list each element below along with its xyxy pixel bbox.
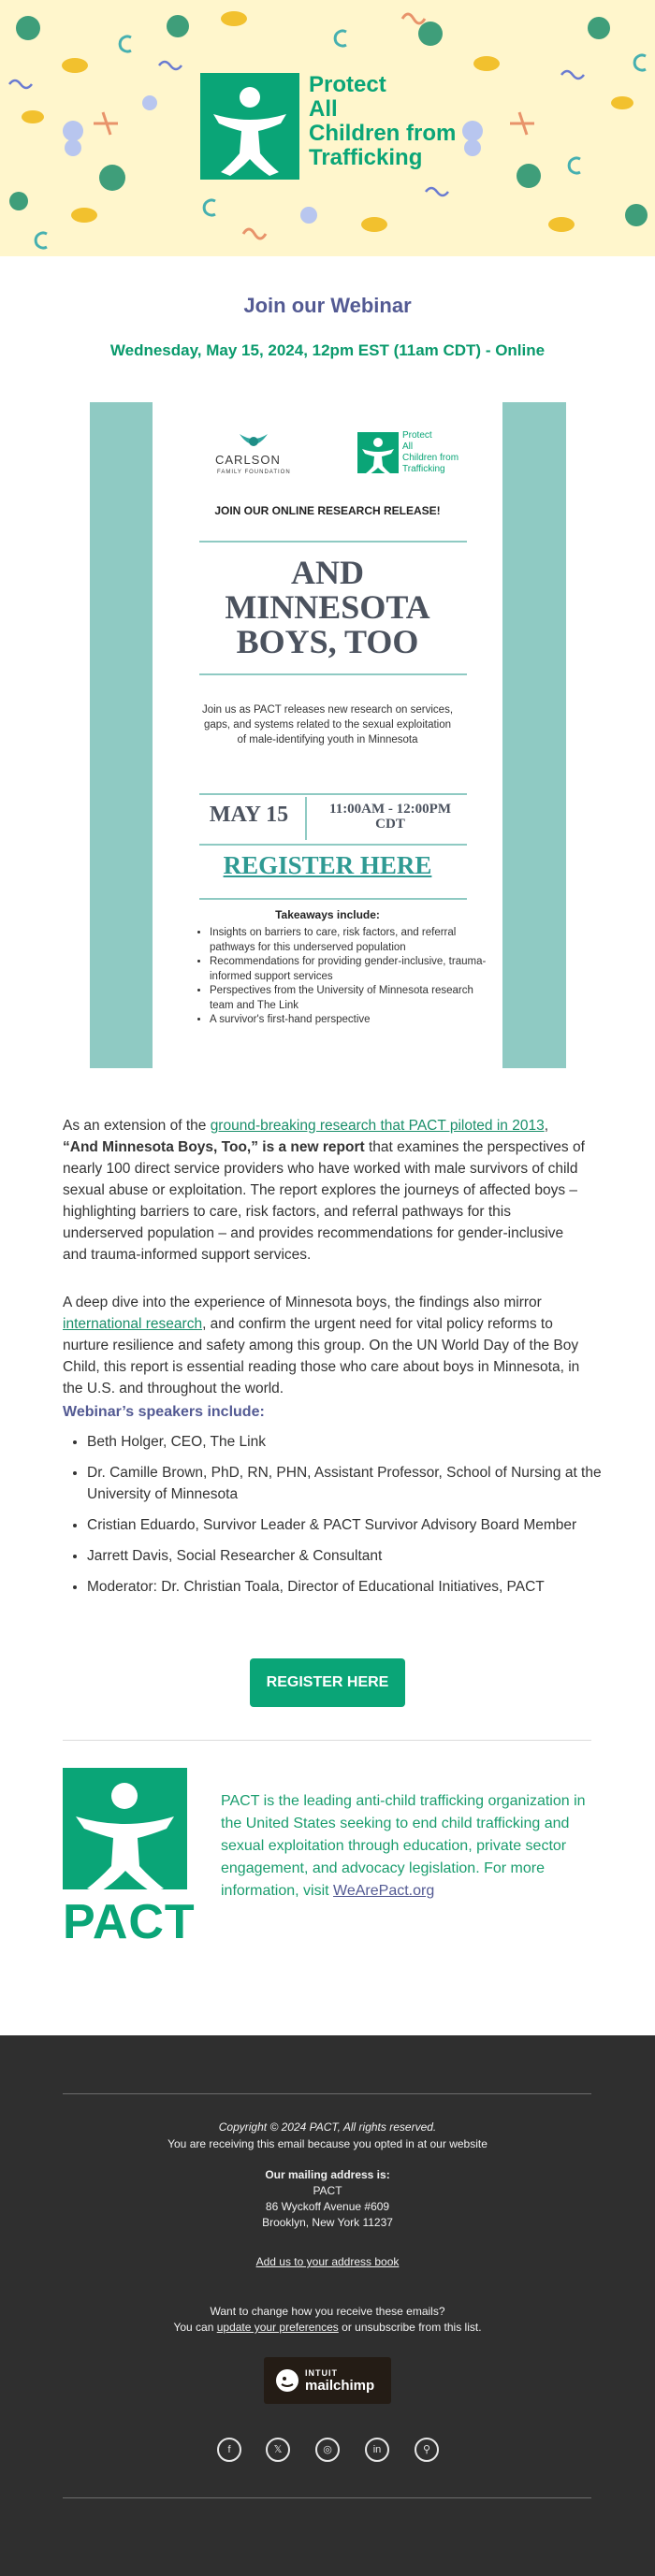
logo-line: All bbox=[402, 441, 414, 452]
change-question: Want to change how you receive these emails? bbox=[210, 2305, 445, 2318]
update-preferences-link[interactable]: update your preferences bbox=[216, 2321, 339, 2334]
list-item: • Cristian Eduardo, Survivor Leader & PACT Survivor Advisory Board Member bbox=[87, 1514, 620, 1536]
flyer-pact-logo bbox=[357, 432, 399, 473]
time-line: CDT bbox=[375, 817, 405, 832]
list-item: • Dr. Camille Brown, PhD, RN, PHN, Assistant Professor, School of Nursing at the University of Minnesota bbox=[87, 1462, 620, 1505]
carlson-name: CARLSON bbox=[215, 453, 281, 467]
logo-line: Children from bbox=[402, 453, 459, 463]
takeaways-list bbox=[193, 926, 490, 1028]
webinar-title: Join our Webinar bbox=[243, 294, 412, 317]
flyer-date: MAY 15 bbox=[209, 803, 289, 827]
text: or unsubscribe from this list. bbox=[338, 2321, 482, 2334]
pact-logo bbox=[63, 1768, 187, 1889]
about-pact-text bbox=[221, 1790, 591, 1903]
preferences-row bbox=[0, 2320, 655, 2335]
child-figure-icon bbox=[200, 73, 299, 180]
text: As an extension of the bbox=[63, 1118, 211, 1134]
logo-line: Protect bbox=[402, 430, 432, 441]
linkedin-icon[interactable]: in bbox=[365, 2438, 389, 2462]
list-item: • Moderator: Dr. Christian Toala, Director of Educational Initiatives, PACT bbox=[87, 1576, 620, 1598]
text: PACT is the leading anti-child trafficking organization in the United States seeking to end child trafficking and sexual exploitation through education, private sector engagement, and advocacy legislation. For more information, visit bbox=[221, 1793, 586, 1899]
logo-line: Protect bbox=[309, 72, 386, 97]
takeaways-title: Takeaways include: bbox=[275, 908, 380, 921]
headline-line: AND bbox=[291, 554, 364, 591]
flyer-kicker: JOIN OUR ONLINE RESEARCH RELEASE! bbox=[214, 504, 441, 517]
list-item: • Beth Holger, CEO, The Link bbox=[87, 1431, 620, 1453]
facebook-icon[interactable]: f bbox=[217, 2438, 241, 2462]
pact-wordmark: PACT bbox=[63, 1895, 196, 1949]
pact-logo-mark bbox=[200, 73, 299, 180]
footer-rule bbox=[63, 2093, 591, 2094]
address-book-row bbox=[0, 2254, 655, 2269]
text: You can bbox=[173, 2321, 217, 2334]
mailchimp-badge[interactable] bbox=[264, 2357, 391, 2404]
opt-in-reason: You are receiving this email because you opted in at our website bbox=[167, 2137, 488, 2150]
badge-mailchimp: mailchimp bbox=[305, 2378, 375, 2394]
flyer-divider bbox=[305, 797, 307, 840]
headline-line: MINNESOTA bbox=[225, 588, 430, 626]
flyer-register-link[interactable]: REGISTER HERE bbox=[223, 851, 432, 879]
text: that examines the perspectives of nearly 100 direct service providers who have worked with male survivors of child sexual abuse or exploitation. The report explores the journeys of affected boys – highlighting barriers to care, risk factors, and referral pathways for this underserved population – and provides recommendations for gender-inclusive and trauma-informed support services. bbox=[63, 1139, 585, 1263]
second-paragraph bbox=[63, 1292, 591, 1399]
flyer-rule bbox=[199, 898, 467, 900]
flyer-blurb: Join us as PACT releases new research on services, gaps, and systems related to the sexual exploitation of male-identifying youth in Minnesota bbox=[201, 704, 454, 745]
header-banner bbox=[0, 0, 655, 256]
flyer-headline bbox=[153, 556, 502, 659]
webinar-date: Wednesday, May 15, 2024, 12pm EST (11am CDT) - Online bbox=[109, 341, 546, 359]
international-research-link[interactable]: international research bbox=[63, 1316, 203, 1332]
register-here-button[interactable]: REGISTER HERE bbox=[250, 1658, 405, 1707]
headline-line: BOYS, TOO bbox=[236, 623, 419, 660]
text: A deep dive into the experience of Minnesota boys, the findings also mirror bbox=[63, 1295, 542, 1310]
flyer-logo-text bbox=[402, 430, 458, 475]
carlson-logo-icon bbox=[238, 432, 269, 451]
logo-line: All bbox=[309, 96, 338, 122]
text: , and confirm the urgent need for vital policy reforms to nurture resilience and safety among this group. On the UN World Day of the Boy Child, this report is essential reading those who care about boys in Minnesota, in the U.S. and throughout the world. bbox=[63, 1316, 580, 1397]
child-figure-icon bbox=[357, 432, 399, 473]
flyer-time bbox=[311, 802, 470, 832]
child-figure-icon bbox=[63, 1768, 187, 1889]
speakers-heading: Webinar’s speakers include: bbox=[63, 1404, 265, 1420]
list-item: • Insights on barriers to care, risk factors, and referral pathways for this underserved population bbox=[210, 926, 490, 955]
mailchimp-icon bbox=[275, 2368, 299, 2393]
section-divider bbox=[63, 1740, 591, 1741]
footer-rule bbox=[63, 2497, 591, 2498]
list-item: • Recommendations for providing gender-inclusive, trauma-informed support services bbox=[210, 955, 490, 984]
badge-intuit: INTUIT bbox=[305, 2368, 338, 2378]
list-item: • Perspectives from the University of Minnesota research team and The Link bbox=[210, 984, 490, 1013]
add-to-address-book-link[interactable]: Add us to your address book bbox=[255, 2255, 400, 2268]
flyer-rule bbox=[199, 844, 467, 846]
time-line: 11:00AM - 12:00PM bbox=[329, 802, 451, 817]
flyer-rule bbox=[199, 673, 467, 675]
list-item: • A survivor's first-hand perspective bbox=[210, 1013, 490, 1028]
copyright: Copyright © 2024 PACT, All rights reserved. bbox=[218, 2120, 437, 2134]
list-item: • Jarrett Davis, Social Researcher & Consultant bbox=[87, 1545, 620, 1567]
link-icon[interactable]: ⚲ bbox=[415, 2438, 439, 2462]
flyer-rule bbox=[199, 541, 467, 543]
flyer-rule bbox=[199, 793, 467, 795]
report-title: “And Minnesota Boys, Too,” is a new report bbox=[63, 1139, 365, 1155]
logo-line: Trafficking bbox=[402, 464, 445, 474]
address-label: Our mailing address is: bbox=[265, 2168, 390, 2181]
text: , bbox=[544, 1118, 549, 1134]
research-2013-link[interactable]: ground-breaking research that PACT piloted in 2013 bbox=[210, 1118, 545, 1134]
address-line: 86 Wyckoff Avenue #609 bbox=[265, 2200, 390, 2213]
logo-line: Trafficking bbox=[309, 145, 423, 170]
logo-line: Children from bbox=[309, 121, 457, 146]
header-logo-text bbox=[309, 73, 456, 170]
instagram-icon[interactable]: ◎ bbox=[315, 2438, 340, 2462]
x-icon[interactable]: 𝕏 bbox=[266, 2438, 290, 2462]
address-line: Brooklyn, New York 11237 bbox=[262, 2216, 393, 2229]
address-line: PACT bbox=[313, 2184, 342, 2197]
intro-paragraph bbox=[63, 1115, 591, 1266]
speakers-list bbox=[63, 1431, 620, 1607]
wearepact-link[interactable]: WeArePact.org bbox=[333, 1883, 435, 1899]
carlson-subtitle: FAMILY FOUNDATION bbox=[217, 470, 291, 475]
